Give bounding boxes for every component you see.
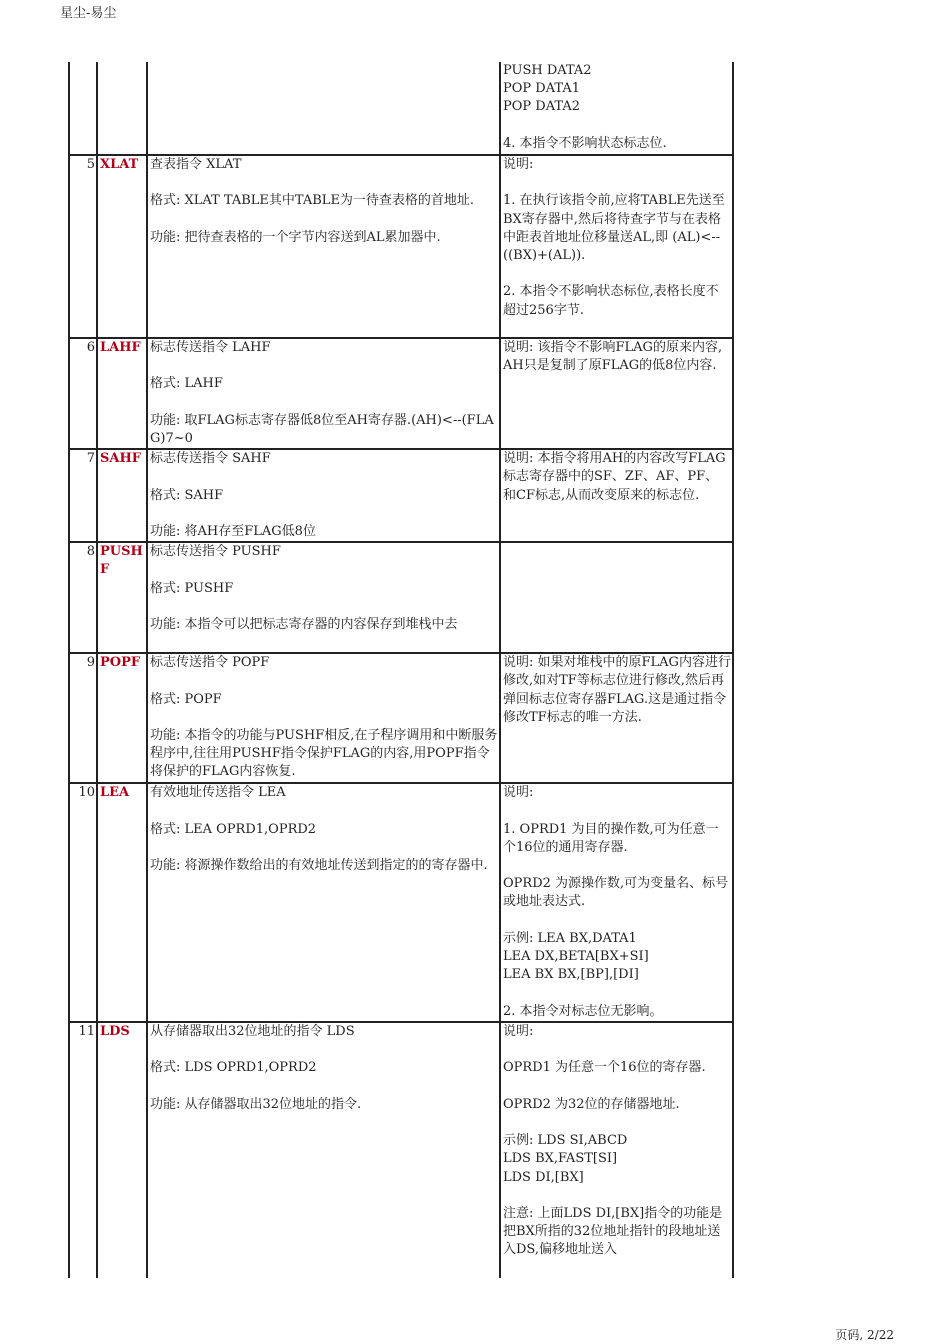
instruction-name: LAHF [97,338,147,449]
table-row [69,338,733,449]
table-row [69,653,733,783]
instruction-note: PUSH DATA2 POP DATA1 POP DATA2 4. 本指令不影响状态标志位. [500,62,733,155]
instruction-desc: 从存储器取出32位地址的指令 LDS 格式: LDS OPRD1,OPRD2 功能: 从存储器取出32位地址的指令. [147,1022,500,1278]
table-row [69,155,733,338]
table-row [69,62,733,155]
table-row [69,449,733,542]
instruction-note: 说明: 1. 在执行该指令前,应将TABLE先送至BX寄存器中,然后将待查字节与在表格中距表首地址位移量送AL,即 (AL)<--((BX)+(AL)). 2. 本指令不影响状态标位,表格长度不超过256字节. [500,155,733,338]
instruction-desc: 标志传送指令 POPF 格式: POPF 功能: 本指令的功能与PUSHF相反,在子程序调用和中断服务程序中,往往用PUSHF指令保护FLAG的内容,用POPF指令将保护的FLAG内容恢复. [147,653,500,783]
instruction-note: 说明: 1. OPRD1 为目的操作数,可为任意一个16位的通用寄存器. OPRD2 为源操作数,可为变量名、标号或地址表达式. 示例: LEA BX,DATA1 LEA DX,BETA[BX+SI] LEA BX BX,[BP],[DI] 2. 本指令对标志位无影响。 [500,783,733,1022]
instruction-table [68,62,734,1278]
row-number [69,62,97,155]
table-row [69,542,733,653]
instruction-name: LEA [97,783,147,1022]
instruction-note: 说明: 如果对堆栈中的原FLAG内容进行修改,如对TF等标志位进行修改,然后再弹回标志位寄存器FLAG.这是通过指令修改TF标志的唯一方法. [500,653,733,783]
instruction-note [500,542,733,653]
row-number: 6 [69,338,97,449]
instruction-name: PUSHF [97,542,147,653]
row-number: 5 [69,155,97,338]
row-number: 10 [69,783,97,1022]
instruction-name: LDS [97,1022,147,1278]
instruction-desc [147,62,500,155]
row-number: 11 [69,1022,97,1278]
row-number: 7 [69,449,97,542]
instruction-name: XLAT [97,155,147,338]
table-row [69,783,733,1022]
instruction-desc: 标志传送指令 PUSHF 格式: PUSHF 功能: 本指令可以把标志寄存器的内容保存到堆栈中去 [147,542,500,653]
instruction-desc: 有效地址传送指令 LEA 格式: LEA OPRD1,OPRD2 功能: 将源操作数给出的有效地址传送到指定的的寄存器中. [147,783,500,1022]
row-number: 8 [69,542,97,653]
page-number: 页码, 2/22 [835,1328,894,1342]
header-site: 星尘-易尘 [60,6,117,21]
instruction-note: 说明: OPRD1 为任意一个16位的寄存器. OPRD2 为32位的存储器地址. 示例: LDS SI,ABCD LDS BX,FAST[SI] LDS DI,[BX] 注意: 上面LDS DI,[BX]指令的功能是把BX所指的32位地址指针的段地址送入DS,偏移地址送入 [500,1022,733,1278]
table-row [69,1022,733,1278]
instruction-note: 说明: 该指令不影响FLAG的原来内容,AH只是复制了原FLAG的低8位内容. [500,338,733,449]
instruction-desc: 查表指令 XLAT 格式: XLAT TABLE其中TABLE为一待查表格的首地址. 功能: 把待查表格的一个字节内容送到AL累加器中. [147,155,500,338]
instruction-note: 说明: 本指令将用AH的内容改写FLAG标志寄存器中的SF、ZF、AF、PF、和CF标志,从而改变原来的标志位. [500,449,733,542]
instruction-desc: 标志传送指令 SAHF 格式: SAHF 功能: 将AH存至FLAG低8位 [147,449,500,542]
instruction-name: POPF [97,653,147,783]
instruction-name [97,62,147,155]
instruction-name: SAHF [97,449,147,542]
row-number: 9 [69,653,97,783]
instruction-desc: 标志传送指令 LAHF 格式: LAHF 功能: 取FLAG标志寄存器低8位至AH寄存器.(AH)<--(FLAG)7~0 [147,338,500,449]
